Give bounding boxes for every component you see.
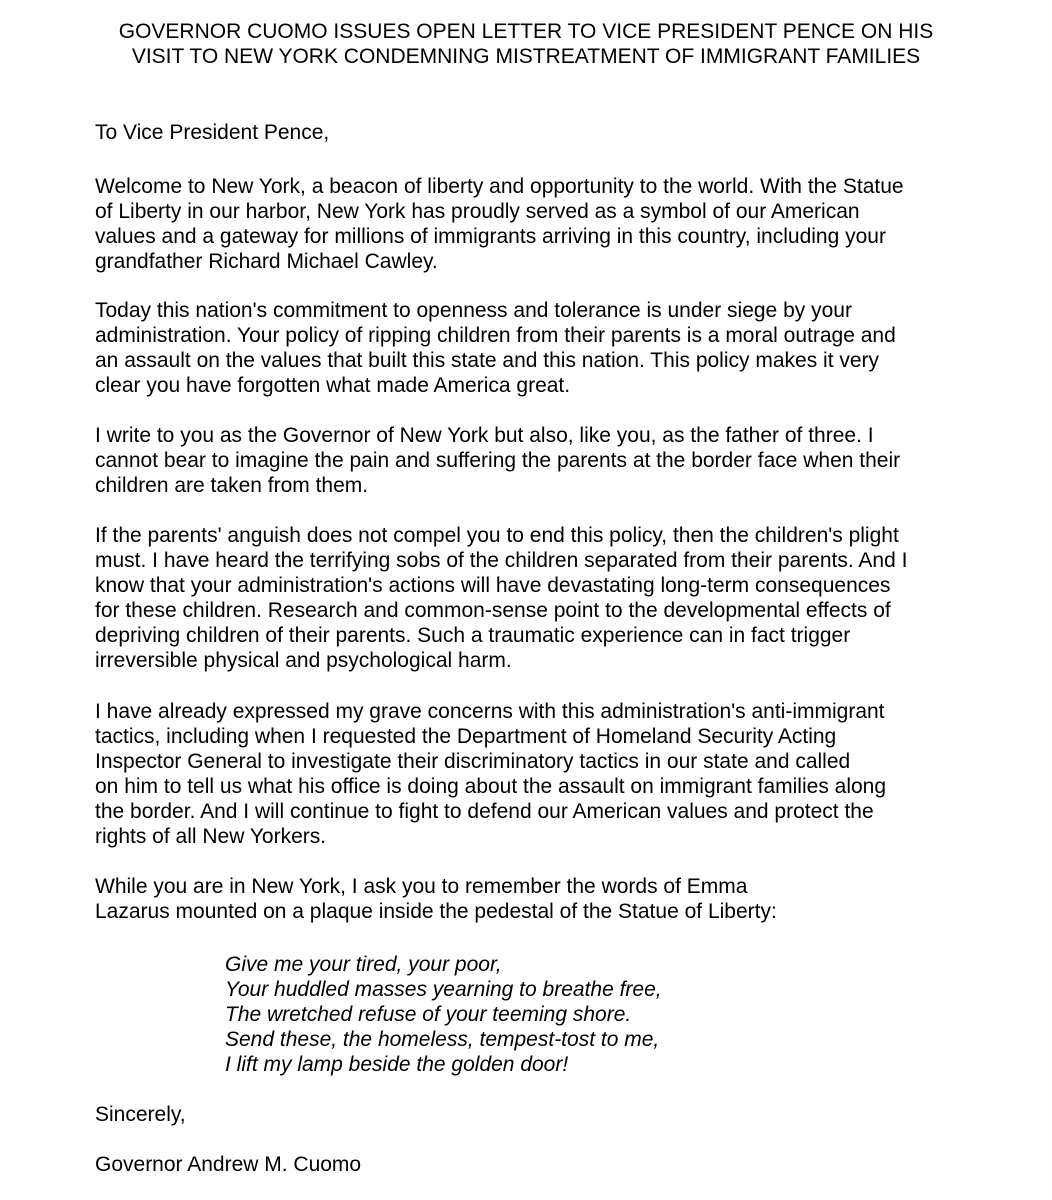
paragraph-line: While you are in New York, I ask you to remember the words of Emma [95,875,748,898]
paragraph-line: an assault on the values that built this state and this nation. This policy makes it very [95,349,880,372]
paragraph-line: clear you have forgotten what made America great. [95,374,571,397]
poem-line: Give me your tired, your poor, [225,953,502,976]
paragraph-line: If the parents' anguish does not compel you to end this policy, then the children's plight [95,524,899,547]
paragraph-line: I write to you as the Governor of New York but also, like you, as the father of three. I [95,424,874,447]
paragraph-line: of Liberty in our harbor, New York has proudly served as a symbol of our American [95,200,860,223]
paragraph-line: rights of all New Yorkers. [95,825,327,848]
paragraph-line: depriving children of their parents. Such a traumatic experience can in fact trigger [95,624,851,647]
signature: Governor Andrew M. Cuomo [95,1153,362,1176]
poem-line: Send these, the homeless, tempest-tost to me, [225,1028,660,1051]
salutation: To Vice President Pence, [95,121,330,144]
paragraph-line: administration. Your policy of ripping children from their parents is a moral outrage and [95,324,896,347]
paragraph-line: for these children. Research and common-sense point to the developmental effects of [95,599,891,622]
paragraph-line: tactics, including when I requested the Department of Homeland Security Acting [95,725,837,748]
poem-line: The wretched refuse of your teeming shore. [225,1003,632,1026]
letter-title [0,19,1052,69]
paragraph-line: cannot bear to imagine the pain and suffering the parents at the border face when their [95,449,901,472]
paragraph-line: know that your administration's actions will have devastating long-term consequences [95,574,891,597]
paragraph-line: grandfather Richard Michael Cawley. [95,250,438,273]
paragraph-line: children are taken from them. [95,474,369,497]
paragraph-line: I have already expressed my grave concerns with this administration's anti-immigrant [95,700,885,723]
paragraph-line: Lazarus mounted on a plaque inside the pedestal of the Statue of Liberty: [95,900,777,923]
paragraph-line: the border. And I will continue to fight to defend our American values and protect the [95,800,874,823]
poem-line: I lift my lamp beside the golden door! [225,1053,569,1076]
paragraph-line: must. I have heard the terrifying sobs of the children separated from their parents. And I [95,549,908,572]
poem-line: Your huddled masses yearning to breathe free, [225,978,662,1001]
closing: Sincerely, [95,1103,186,1126]
title-line-2: VISIT TO NEW YORK CONDEMNING MISTREATMENT OF IMMIGRANT FAMILIES [131,45,921,68]
title-line-1: GOVERNOR CUOMO ISSUES OPEN LETTER TO VICE PRESIDENT PENCE ON HIS [118,20,934,43]
paragraph-line: irreversible physical and psychological harm. [95,649,512,672]
paragraph-line: Today this nation's commitment to openness and tolerance is under siege by your [95,299,852,322]
paragraph-line: on him to tell us what his office is doing about the assault on immigrant families along [95,775,887,798]
paragraph-line: Inspector General to investigate their discriminatory tactics in our state and called [95,750,851,773]
paragraph-line: values and a gateway for millions of immigrants arriving in this country, including your [95,225,886,248]
paragraph-line: Welcome to New York, a beacon of liberty and opportunity to the world. With the Statue [95,175,904,198]
